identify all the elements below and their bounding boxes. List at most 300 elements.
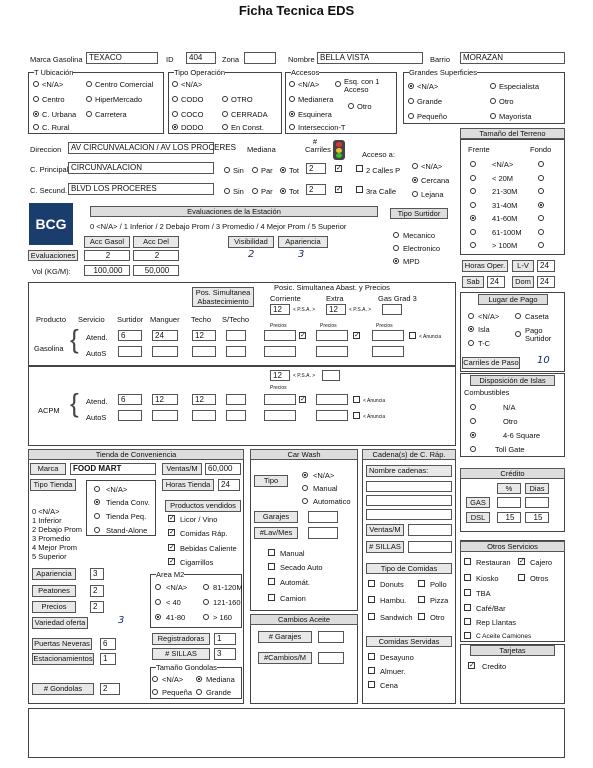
cadena-2-field[interactable]	[366, 495, 452, 506]
principal-tot-radio[interactable]	[280, 167, 286, 173]
tienda-peatones-field[interactable]: 2	[90, 585, 104, 597]
carriles-paso-button[interactable]: Carriles de Paso	[463, 358, 519, 367]
col-servicio: Servicio	[78, 315, 105, 324]
acpm-techo-autos[interactable]	[192, 410, 216, 421]
gs-mayorista-radio[interactable]	[490, 113, 496, 119]
area-title: Area M2	[156, 570, 185, 579]
serv-restauran-label: Restauran	[476, 558, 511, 567]
tipo-conv-radio[interactable]	[94, 499, 100, 505]
ubic-rural-radio[interactable]	[33, 124, 39, 130]
serv-almuer-check[interactable]	[368, 667, 375, 674]
frente-radio-1[interactable]	[470, 175, 476, 181]
cw-manual-radio[interactable]	[302, 485, 308, 491]
gs-mayorista-label: Mayorista	[499, 112, 532, 121]
acpm-precio-check[interactable]: ✓	[300, 396, 306, 403]
acceso-lejana-radio[interactable]	[412, 191, 418, 197]
marca-label: Marca Gasolina	[30, 55, 83, 64]
islas-toll-label: Toll Gate	[495, 445, 525, 454]
acc-gasol-field[interactable]: 2	[84, 250, 130, 261]
fondo-radio-2[interactable]	[538, 188, 544, 194]
frente-radio-4[interactable]	[470, 215, 476, 221]
islas-otro-radio[interactable]	[470, 418, 476, 424]
oper-otro-radio[interactable]	[222, 96, 228, 102]
serv-aceite-check[interactable]	[464, 632, 471, 639]
cadenas-sillas-field[interactable]	[408, 541, 452, 553]
surt-mpd-radio[interactable]	[393, 258, 399, 264]
oper-coco-radio[interactable]	[172, 111, 178, 117]
pago-tc-radio[interactable]	[468, 340, 474, 346]
com-sandwich-check[interactable]	[368, 613, 375, 620]
corriente-field[interactable]: 12	[270, 304, 290, 315]
acc-interseccion-radio[interactable]	[289, 124, 295, 130]
pago-surtidor-radio[interactable]	[515, 331, 521, 337]
gs-pequeno-radio[interactable]	[408, 113, 414, 119]
gs-especialista-label: Especialista	[499, 82, 540, 91]
cw-camion-check[interactable]	[268, 594, 275, 601]
cw-auto-radio[interactable]	[302, 498, 308, 504]
tienda-variedad-value: 3	[118, 615, 125, 626]
serv-kiosko-check[interactable]	[464, 574, 471, 581]
credito-dsl-pct[interactable]: 15	[497, 512, 521, 523]
acc-gasol-button[interactable]: Acc Gasol	[84, 236, 130, 248]
acpm-manguer-field[interactable]: 12	[152, 394, 178, 405]
acpm-precio-2[interactable]	[316, 394, 348, 405]
principal-label: C. Principal	[30, 165, 69, 174]
area-80-radio[interactable]	[155, 614, 161, 620]
acc-medianera-label: Medianera	[298, 95, 334, 104]
accesos-title: Accesos	[291, 68, 320, 77]
principal-mediana-check[interactable]: ✓	[336, 165, 342, 172]
cw-automat-check[interactable]	[268, 578, 275, 585]
serv-cena-check[interactable]	[368, 681, 375, 688]
nombre-field[interactable]: BELLA VISTA	[317, 52, 423, 64]
tienda-horas-label: Horas Tienda	[162, 479, 214, 491]
acpm-corriente-field[interactable]: 12	[270, 370, 290, 381]
surt-electronico-radio[interactable]	[393, 245, 399, 251]
islas-na-radio[interactable]	[470, 404, 476, 410]
principal-sin-radio[interactable]	[224, 167, 230, 173]
gas-precio-2-check[interactable]: ✓	[354, 332, 360, 339]
cadenas-nombre-label: Nombre cadenas:	[366, 465, 452, 477]
secund-mediana-check[interactable]: ✓	[336, 186, 342, 193]
aceite-cambios-field[interactable]	[318, 652, 344, 664]
com-otro-check[interactable]	[418, 613, 425, 620]
carwash-lavmes-label: #Lav/Mes	[254, 527, 298, 539]
ubic-cc-label: Centro Comercial	[95, 80, 154, 89]
tienda-marca-field[interactable]: FOOD MART	[70, 463, 156, 475]
tienda-registradoras-label: Registradoras	[152, 633, 210, 645]
prod-bebidas-check[interactable]: ✓	[169, 544, 175, 551]
secund-carriles-field[interactable]: 2	[306, 184, 326, 195]
serv-tba-check[interactable]	[464, 589, 471, 596]
frente-radio-2[interactable]	[470, 188, 476, 194]
acceso-na-radio[interactable]	[412, 163, 418, 169]
secundaria-label: C. Secund.	[30, 186, 68, 195]
fondo-radio-0[interactable]	[538, 161, 544, 167]
surt-mecanico-label: Mecanico	[403, 231, 436, 240]
gas-stecho-autos[interactable]	[226, 346, 246, 357]
com-pizza-check[interactable]	[418, 596, 425, 603]
acc-esq1-label: Esq. con 1 Acceso	[344, 77, 380, 94]
acpm-autos-label: AutoS	[86, 413, 107, 422]
acpm-precio-b[interactable]	[264, 410, 296, 421]
prod-licor-check[interactable]: ✓	[169, 515, 175, 522]
oper-dodo-label: DODO	[181, 123, 204, 132]
ubic-centro-label: Centro	[42, 95, 65, 104]
secund-sin-label: Sin	[233, 187, 244, 196]
gond-grande-radio[interactable]	[196, 689, 202, 695]
acc-otro-radio[interactable]	[348, 103, 354, 109]
acpm-stecho-field[interactable]	[226, 394, 246, 405]
cw-manual-check-label: Manual	[280, 549, 305, 558]
acpm-surtidor-field[interactable]: 6	[118, 394, 142, 405]
frente-radio-5[interactable]	[470, 229, 476, 235]
frente-radio-3[interactable]	[470, 202, 476, 208]
acpm-surtidor-autos[interactable]	[118, 410, 142, 421]
sab-field[interactable]: 24	[487, 276, 505, 288]
precios-label-3: Precios	[376, 323, 393, 329]
gas-anuncia-check[interactable]	[409, 332, 416, 339]
prod-comidas-label: Comidas Ráp.	[180, 529, 228, 538]
ubic-cc-radio[interactable]	[86, 81, 92, 87]
barrio-field[interactable]: MORAZAN	[460, 52, 565, 64]
col-stecho: S/Techo	[222, 315, 250, 324]
acc-otro-label: Otro	[357, 102, 372, 111]
pago-isla-label: Isla	[478, 325, 490, 334]
ubicacion-title: T Ubicación	[34, 68, 74, 77]
dom-field[interactable]: 24	[537, 276, 555, 288]
terreno-size-label: <N/A>	[492, 160, 514, 169]
acc-interseccion-label: Interseccion-T	[298, 123, 346, 132]
cw-na-radio[interactable]	[302, 472, 308, 478]
tienda-registradoras-field[interactable]: 1	[214, 633, 236, 645]
serv-cafe-label: Café/Bar	[476, 604, 506, 613]
secund-sin-radio[interactable]	[224, 188, 230, 194]
acc-esq1-radio[interactable]	[335, 81, 341, 87]
carwash-title: Car Wash	[250, 449, 358, 460]
gas-techo-autos[interactable]	[192, 346, 216, 357]
gas-surtidor-autos[interactable]	[118, 346, 142, 357]
tienda-sillas-label: # SILLAS	[152, 648, 210, 660]
cw-secado-check[interactable]	[268, 563, 275, 570]
acpm-precio-2b[interactable]	[316, 410, 348, 421]
pago-caseta-radio[interactable]	[515, 313, 521, 319]
gas-precio-2b[interactable]	[316, 346, 348, 357]
marca-field[interactable]: TEXACO	[86, 52, 158, 64]
evaluaciones-button[interactable]: Evaluaciones	[28, 250, 78, 261]
tienda-estac-label: Estacionamientos	[33, 654, 93, 663]
oper-cerrada-radio[interactable]	[222, 111, 228, 117]
tienda-gondolas-label: # Gondolas	[32, 683, 94, 695]
acpm-anuncia-label: < Anuncia	[363, 398, 386, 404]
gs-na-radio[interactable]	[408, 83, 414, 89]
serv-aceite-label: C Aceite Camiones	[476, 633, 532, 640]
zona-field[interactable]	[244, 52, 276, 64]
tienda-neveras-label: Puertas Neveras	[32, 638, 92, 650]
gs-otro-radio[interactable]	[490, 98, 496, 104]
gas-manguer-autos[interactable]	[152, 346, 178, 357]
gs-grande-label: Grande	[417, 97, 443, 106]
cw-camion-label: Camion	[280, 594, 306, 603]
surt-mecanico-radio[interactable]	[393, 232, 399, 238]
tipo-alone-radio[interactable]	[94, 527, 100, 533]
vol1-field[interactable]: 100,000	[84, 265, 130, 276]
page-title: Ficha Tecnica EDS	[238, 3, 355, 18]
gas-surtidor-field[interactable]: 6	[118, 330, 142, 341]
fondo-radio-5[interactable]	[538, 229, 544, 235]
tipo-comidas-title: Tipo de Comidas	[366, 563, 452, 574]
principal-field[interactable]: CIRCUNVALACION	[68, 162, 214, 174]
principal-tot-label: Tot	[289, 166, 300, 175]
prod-cigarrillos-label: Cigarrillos	[180, 558, 214, 567]
acceso-cercana-radio[interactable]	[412, 177, 418, 183]
islas-toll-radio[interactable]	[470, 446, 476, 452]
acpm-techo-field[interactable]: 12	[192, 394, 216, 405]
gas-brace: {	[70, 324, 79, 354]
cw-manual-check[interactable]	[268, 549, 275, 556]
pago-title: Lugar de Pago	[478, 294, 548, 305]
gas-stecho-field[interactable]	[226, 330, 246, 341]
serv-restauran-check[interactable]	[464, 558, 471, 565]
acpm-atend-label: Atend.	[86, 397, 108, 406]
posic-label: Posic. Simultanea Abast. y Precios	[274, 283, 390, 292]
lv-field[interactable]: 24	[537, 260, 555, 272]
acpm-manguer-autos[interactable]	[152, 410, 178, 421]
horas-oper-button[interactable]: Horas Oper.	[462, 260, 508, 272]
grad3-field[interactable]	[382, 304, 402, 315]
credito-gas-label: GAS	[466, 497, 490, 508]
tienda-estac-field[interactable]: 1	[100, 653, 116, 665]
oper-codo-radio[interactable]	[172, 96, 178, 102]
tienda-variedad-label: Variedad oferta	[32, 617, 88, 629]
tienda-tipo-label: Tipo Tienda	[30, 479, 76, 491]
cw-auto-label: Automatico	[313, 497, 351, 506]
pos-simultanea-button[interactable]: Pos. Simultanea Abastecimiento	[192, 287, 254, 307]
acpm-anuncia-check-2[interactable]	[353, 412, 360, 419]
acpm-stecho-autos[interactable]	[226, 410, 246, 421]
gas-manguer-field[interactable]: 24	[152, 330, 178, 341]
cadena-1-field[interactable]	[366, 481, 452, 492]
direccion-field[interactable]: AV CIRCUNVALACION / AV LOS PROCERES	[68, 142, 214, 154]
tienda-scale-5: 5 Superior	[32, 552, 67, 561]
gas-precio-3b[interactable]	[372, 346, 404, 357]
gs-otro-label: Otro	[499, 97, 514, 106]
id-field[interactable]: 404	[186, 52, 216, 64]
operacion-title: Tipo Operación	[174, 68, 225, 77]
acc-medianera-radio[interactable]	[289, 96, 295, 102]
gas-precio-2[interactable]	[316, 330, 348, 341]
ubic-na-radio[interactable]	[33, 81, 39, 87]
aceite-garajes-label: # Garajes	[258, 631, 312, 643]
acc-esquinera-label: Esquinera	[298, 110, 332, 119]
fondo-radio-6[interactable]	[538, 242, 544, 248]
grad3-label: Gas Grad 3	[378, 294, 417, 303]
combustibles-label: Combustibles	[464, 388, 510, 397]
secund-par-radio[interactable]	[252, 188, 258, 194]
secund-par-label: Par	[261, 187, 273, 196]
area-40-radio[interactable]	[155, 599, 161, 605]
terreno-size-label: > 100M	[492, 241, 518, 250]
evaluaciones-scale: 0 <N/A> / 1 Inferior / 2 Debajo Prom / 3 Promedio / 4 Mejor Prom / 5 Superior	[90, 222, 347, 231]
tienda-neveras-field[interactable]: 6	[100, 638, 116, 650]
secund-tot-label: Tot	[289, 187, 300, 196]
acpm-psa-field[interactable]	[322, 370, 340, 381]
tienda-ventas-field[interactable]: 60,000	[205, 463, 241, 475]
fondo-radio-4[interactable]	[538, 215, 544, 221]
ubic-hiper-radio[interactable]	[86, 96, 92, 102]
mediana-label: Mediana	[247, 145, 276, 154]
extra-field[interactable]: 12	[326, 304, 346, 315]
com-donuts-check[interactable]	[368, 580, 375, 587]
credito-dsl-dias[interactable]: 15	[525, 512, 549, 523]
tienda-sillas-field[interactable]: 3	[214, 648, 236, 660]
vol2-field[interactable]: 50,000	[133, 265, 179, 276]
credito-gas-pct[interactable]	[497, 497, 521, 508]
gs-pequeno-label: Pequeño	[417, 112, 448, 121]
islas-na-label: N/A	[503, 403, 516, 412]
fondo-radio-3[interactable]	[538, 202, 544, 208]
acpm-anuncia-label-2: < Anuncia	[363, 414, 386, 420]
cadena-3-field[interactable]	[366, 509, 452, 520]
acpm-anuncia-check[interactable]	[353, 396, 360, 403]
gond-grande-label: Grande	[206, 688, 232, 697]
visibilidad-button[interactable]: Visibilidad	[228, 236, 274, 248]
carwash-garajes-field[interactable]	[308, 511, 338, 523]
gas-precio-1[interactable]	[264, 330, 296, 341]
serv-kiosko-label: Kiosko	[476, 574, 499, 583]
tarj-credito-check[interactable]: ✓	[469, 662, 475, 669]
com-pollo-check[interactable]	[418, 580, 425, 587]
principal-2calles-check[interactable]	[356, 165, 363, 172]
comidas-servidas-title: Comidas Servidas	[366, 636, 452, 647]
prod-cigarrillos-check[interactable]: ✓	[169, 558, 175, 565]
carriles-label: # Carriles	[305, 137, 331, 154]
tarj-credito-label: Credito	[482, 662, 507, 671]
ubic-hiper-label: HiperMercado	[95, 95, 143, 104]
principal-carriles-field[interactable]: 2	[306, 163, 326, 174]
gond-mediana-radio[interactable]	[196, 676, 202, 682]
com-pollo-label: Pollo	[430, 580, 447, 589]
gs-especialista-radio[interactable]	[490, 83, 496, 89]
serv-almuer-label: Almuer.	[380, 667, 406, 676]
secund-tot-radio[interactable]	[280, 188, 286, 194]
area-120-label: 81-120M	[213, 583, 243, 592]
prod-comidas-check[interactable]: ✓	[169, 529, 175, 536]
com-pizza-label: Pizza	[430, 596, 449, 605]
acpm-brace: {	[70, 388, 79, 418]
serv-llantas-check[interactable]	[464, 618, 471, 625]
area-120-radio[interactable]	[203, 584, 209, 590]
precios-label-1: Precios	[270, 323, 287, 329]
com-donuts-label: Donuts	[380, 580, 404, 589]
tienda-horas-field[interactable]: 24	[218, 479, 240, 491]
gs-grande-radio[interactable]	[408, 98, 414, 104]
gas-techo-field[interactable]: 12	[192, 330, 216, 341]
serv-otros-check[interactable]	[518, 574, 525, 581]
pago-na-radio[interactable]	[468, 313, 474, 319]
pago-isla-radio[interactable]	[468, 326, 474, 332]
tipo-na-radio[interactable]	[94, 486, 100, 492]
col-manguer: Manguer	[150, 315, 180, 324]
frente-radio-0[interactable]	[470, 161, 476, 167]
tipo-peq-radio[interactable]	[94, 513, 100, 519]
gond-pequena-radio[interactable]	[152, 689, 158, 695]
acpm-precios-label: Precios	[270, 385, 287, 391]
secund-3ra-check[interactable]	[356, 186, 363, 193]
terreno-title: Tamaño del Terreno	[460, 128, 565, 139]
tipo-na-label: <N/A>	[106, 485, 128, 494]
com-hambu-check[interactable]	[368, 596, 375, 603]
credito-gas-dias[interactable]	[525, 497, 549, 508]
serv-desayuno-check[interactable]	[368, 653, 375, 660]
oper-dodo-radio[interactable]	[172, 124, 178, 130]
frente-radio-6[interactable]	[470, 242, 476, 248]
terreno-size-label: 41-60M	[492, 214, 518, 223]
gond-na-radio[interactable]	[152, 676, 158, 682]
acc-esquinera-radio[interactable]	[289, 111, 295, 117]
gasolina-label: Gasolina	[34, 344, 64, 353]
com-otro-label: Otro	[430, 613, 445, 622]
gas-precio-3[interactable]	[372, 330, 404, 341]
tipo-peq-label: Tienda Peq.	[106, 512, 147, 521]
secund-3ra-label: 3ra Calle	[366, 187, 397, 196]
carwash-lavmes-field[interactable]	[308, 527, 338, 539]
oper-na-radio[interactable]	[172, 81, 178, 87]
acceso-lejana-label: Lejana	[421, 190, 444, 199]
serv-cajero-check[interactable]: ✓	[519, 558, 525, 565]
tienda-apariencia-field[interactable]: 3	[90, 568, 104, 580]
cw-na-label: <N/A>	[313, 471, 335, 480]
tienda-precios-field[interactable]: 2	[90, 601, 104, 613]
pago-tc-label: T-C	[478, 339, 491, 348]
aceite-garajes-field[interactable]	[318, 631, 344, 643]
acc-na-label: <N/A>	[298, 80, 320, 89]
ubic-urbana-radio[interactable]	[33, 111, 39, 117]
gond-mediana-label: Mediana	[206, 675, 235, 684]
ubic-centro-radio[interactable]	[33, 96, 39, 102]
serv-cafe-check[interactable]	[464, 604, 471, 611]
cw-automat-label: Automát.	[280, 578, 311, 587]
area-160-radio[interactable]	[203, 599, 209, 605]
fondo-radio-1[interactable]	[538, 175, 544, 181]
notes-area[interactable]	[28, 708, 565, 758]
cadenas-title: Cadena(s) de C. Ráp.	[362, 449, 456, 460]
principal-par-radio[interactable]	[252, 167, 258, 173]
acpm-precio[interactable]	[264, 394, 296, 405]
acc-del-button[interactable]: Acc Del	[133, 236, 179, 248]
secundaria-field[interactable]: BLVD LOS PROCERES	[68, 183, 214, 195]
serv-otros-label: Otros	[530, 574, 549, 583]
surtidor-title: Tipo Surtidor	[390, 208, 448, 219]
gas-precio-1-check[interactable]: ✓	[300, 332, 306, 339]
acpm-label: ACPM	[38, 406, 60, 415]
acc-na-radio[interactable]	[289, 81, 295, 87]
gas-precio-1b[interactable]	[264, 346, 296, 357]
aceite-cambios-label: #Cambios/M	[258, 652, 312, 664]
acc-del-field[interactable]: 2	[133, 250, 179, 261]
tienda-ventas-label: Ventas/M	[162, 463, 202, 475]
oper-const-radio[interactable]	[222, 124, 228, 130]
ubic-carretera-radio[interactable]	[86, 111, 92, 117]
islas-square-radio[interactable]	[470, 432, 476, 438]
area-na-radio[interactable]	[155, 584, 161, 590]
tienda-gondolas-field[interactable]: 2	[100, 683, 120, 695]
gs-na-label: <N/A>	[417, 82, 439, 91]
cadenas-ventas-field[interactable]	[408, 524, 452, 536]
apariencia-button[interactable]: Apariencia	[278, 236, 328, 248]
area-gt160-radio[interactable]	[203, 614, 209, 620]
acpm-section	[28, 366, 456, 446]
